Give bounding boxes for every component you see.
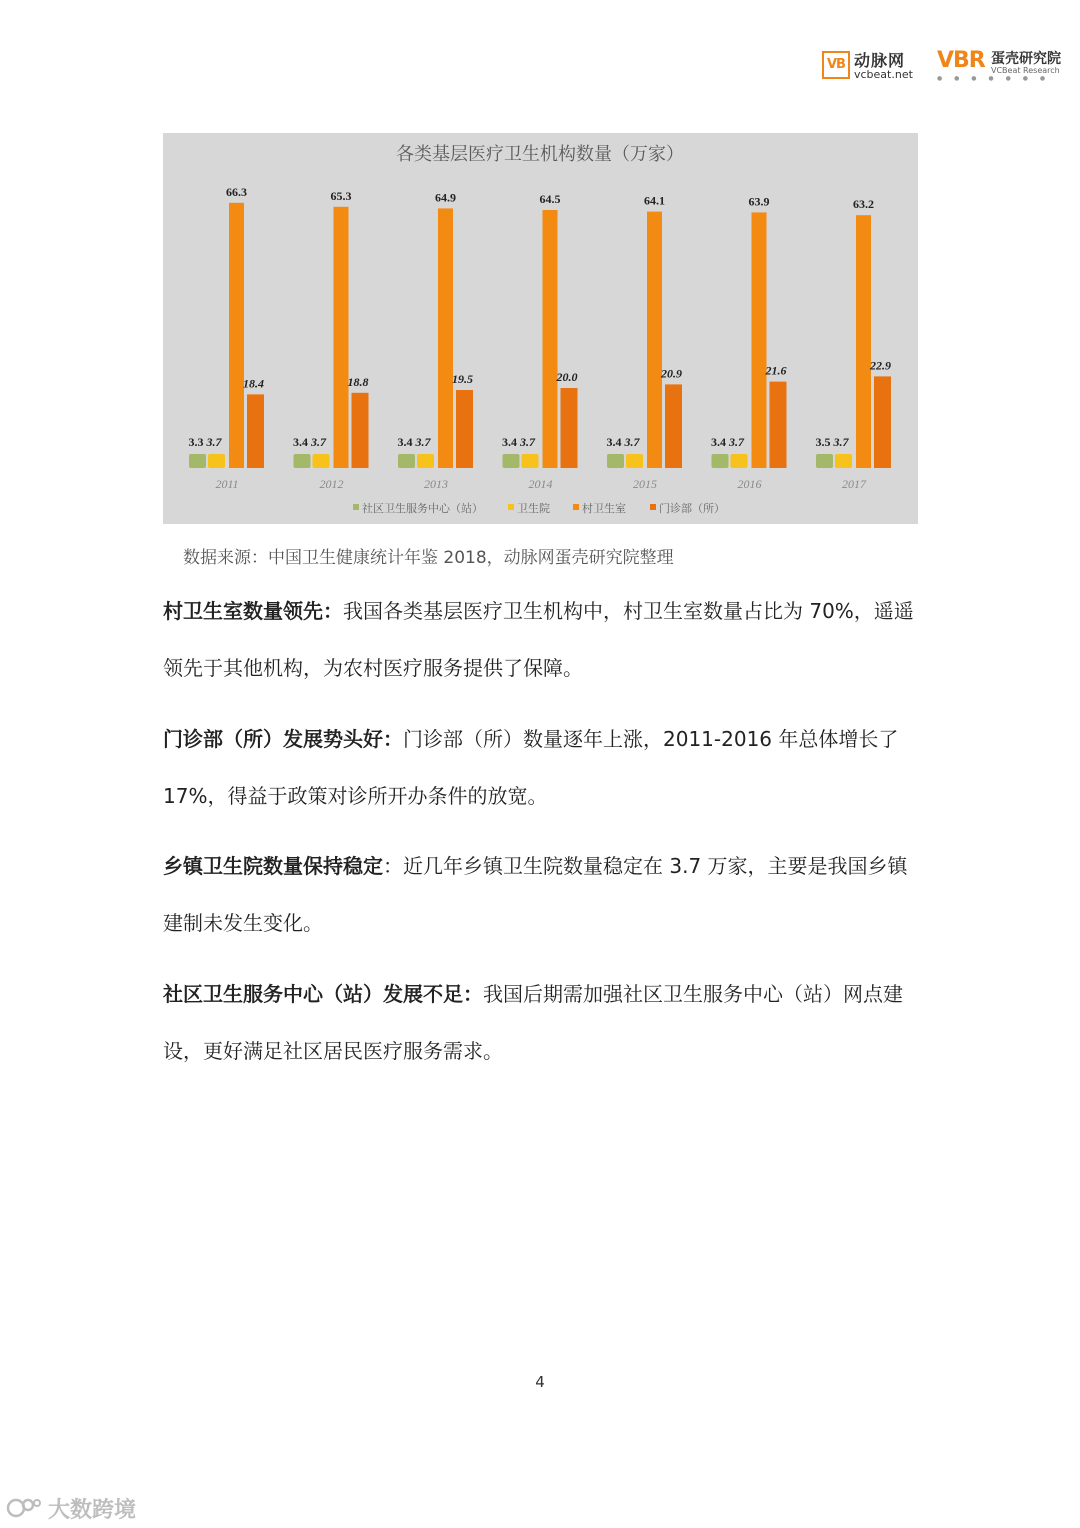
vcbeat-logo-url: vcbeat.net bbox=[854, 68, 913, 81]
chart-bar bbox=[856, 215, 871, 468]
chart-bar bbox=[313, 454, 330, 468]
chart-data-label: 3.4 bbox=[502, 435, 517, 449]
chart-data-label: 64.1 bbox=[644, 193, 665, 208]
chart-bar bbox=[731, 454, 748, 468]
chart-x-tick-label: 2016 bbox=[737, 477, 762, 491]
chart-bar bbox=[522, 454, 539, 468]
paragraph-lead: 村卫生室数量领先： bbox=[163, 599, 343, 623]
chart-bar bbox=[543, 210, 558, 468]
chart-data-label: 3.7 bbox=[833, 435, 849, 449]
chart-legend bbox=[353, 501, 725, 515]
chart-legend-swatch bbox=[508, 504, 514, 510]
paragraph-lead: 门诊部（所）发展势头好： bbox=[163, 727, 403, 751]
chart-data-label: 3.4 bbox=[397, 435, 413, 449]
chart-data-label: 3.7 bbox=[415, 435, 431, 449]
chart-data-label: 3.7 bbox=[311, 435, 326, 449]
chart-bar bbox=[561, 388, 578, 468]
chart-bar bbox=[229, 203, 244, 468]
chart-legend-swatch bbox=[353, 504, 359, 510]
vbr-logo-mark: VBR bbox=[937, 48, 985, 73]
chart-x-tick-label: 2014 bbox=[528, 477, 553, 491]
chart-data-label: 63.9 bbox=[748, 194, 770, 209]
chart-data-label: 64.9 bbox=[435, 190, 456, 205]
watermark bbox=[6, 1492, 136, 1524]
vcbeat-research-logo bbox=[937, 48, 1062, 82]
chart-data-label: 65.3 bbox=[330, 188, 352, 203]
chart-bar bbox=[334, 207, 349, 468]
vcbeat-logo bbox=[822, 48, 922, 84]
chart-data-label: 3.7 bbox=[520, 435, 535, 449]
chart-legend-swatch bbox=[573, 504, 579, 510]
chart-data-label: 21.6 bbox=[765, 363, 787, 378]
chart-legend-label: 村卫生室 bbox=[582, 502, 626, 515]
paragraph-village-clinics bbox=[163, 583, 920, 697]
chart-title: 各类基层医疗卫生机构数量（万家） bbox=[396, 144, 684, 165]
chart-bar bbox=[247, 394, 264, 468]
chart-bar bbox=[294, 454, 311, 468]
paragraph-lead: 乡镇卫生院数量保持稳定 bbox=[163, 854, 383, 878]
chart-data-label: 3.7 bbox=[624, 435, 640, 449]
watermark-text: 大数跨境 bbox=[48, 1497, 137, 1523]
chart-bar bbox=[835, 454, 852, 468]
chart-legend-label: 社区卫生服务中心（站） bbox=[362, 502, 483, 515]
chart-bar bbox=[770, 382, 787, 468]
vb-logo-mark: VB bbox=[822, 51, 850, 79]
paragraph-outpatient-clinics bbox=[163, 711, 920, 825]
chart-bar bbox=[874, 376, 891, 468]
paragraph-text: 门诊部（所）数量逐年上涨，2011-2016 年总体增长了 17%，得益于政策对诊所开办条件的放宽。 bbox=[163, 727, 899, 808]
chart-bar bbox=[647, 212, 662, 468]
paragraph-text: 我国各类基层医疗卫生机构中，村卫生室数量占比为 70%，遥遥领先于其他机构，为农村医疗服务提供了保障。 bbox=[163, 599, 914, 680]
paragraph-text: ：近几年乡镇卫生院数量稳定在 3.7 万家，主要是我国乡镇建制未发生变化。 bbox=[163, 854, 908, 935]
chart-bar bbox=[712, 454, 729, 468]
chart-legend-label: 门诊部（所） bbox=[659, 502, 725, 515]
paragraph-lead: 社区卫生服务中心（站）发展不足： bbox=[163, 982, 483, 1006]
chart-x-tick-label: 2012 bbox=[319, 477, 344, 491]
chart-x-tick-label: 2015 bbox=[633, 477, 657, 491]
chart-canvas bbox=[163, 133, 918, 524]
chart-data-label: 3.4 bbox=[711, 435, 726, 449]
chart-data-label: 20.9 bbox=[661, 366, 682, 381]
chart-data-label: 3.7 bbox=[729, 435, 744, 449]
watermark-logo-icon bbox=[6, 1495, 42, 1521]
page-number: 4 bbox=[535, 1373, 545, 1391]
chart-source-caption: 数据来源：中国卫生健康统计年鉴 2018，动脉网蛋壳研究院整理 bbox=[183, 548, 674, 568]
chart-data-label: 66.3 bbox=[226, 184, 247, 199]
chart-data-label: 3.4 bbox=[293, 435, 308, 449]
chart-bar bbox=[352, 393, 369, 468]
chart-data-label: 18.8 bbox=[347, 374, 369, 389]
chart-bar bbox=[438, 208, 453, 468]
chart-data-label: 19.5 bbox=[452, 372, 473, 386]
chart-marks bbox=[189, 185, 892, 491]
institution-count-chart bbox=[163, 133, 918, 524]
chart-bar bbox=[607, 454, 624, 468]
paragraph-text: 我国后期需加强社区卫生服务中心（站）网点建设，更好满足社区居民医疗服务需求。 bbox=[163, 982, 903, 1063]
chart-bar bbox=[503, 454, 520, 468]
paragraph-township-hospitals bbox=[163, 838, 920, 952]
chart-data-label: 3.3 bbox=[188, 435, 204, 449]
chart-data-label: 63.2 bbox=[853, 197, 874, 212]
chart-data-label: 3.7 bbox=[206, 435, 222, 449]
chart-bar bbox=[752, 212, 767, 468]
chart-bar bbox=[816, 454, 833, 468]
chart-x-tick-label: 2011 bbox=[215, 477, 239, 491]
chart-data-label: 22.9 bbox=[870, 358, 891, 373]
chart-legend-label: 卫生院 bbox=[517, 502, 550, 515]
chart-data-label: 64.5 bbox=[539, 192, 561, 206]
chart-bar bbox=[456, 390, 473, 468]
chart-data-label: 18.4 bbox=[243, 376, 264, 391]
chart-data-label: 3.4 bbox=[606, 435, 622, 449]
chart-bar bbox=[208, 454, 225, 468]
paragraph-community-centers bbox=[163, 966, 920, 1080]
chart-bar bbox=[417, 454, 434, 468]
chart-x-tick-label: 2013 bbox=[424, 477, 448, 491]
vcbeat-logo-name: 动脉网 bbox=[854, 51, 906, 70]
chart-bar bbox=[626, 454, 643, 468]
vcbeat-research-logo-name: 蛋壳研究院 bbox=[991, 51, 1061, 67]
chart-x-tick-label: 2017 bbox=[842, 477, 866, 491]
chart-bar bbox=[398, 454, 415, 468]
chart-bar bbox=[189, 454, 206, 468]
chart-legend-swatch bbox=[650, 504, 656, 510]
chart-data-label: 3.5 bbox=[815, 435, 831, 449]
logo-decoration: ● ● ● ● ● ● ● bbox=[937, 75, 1051, 82]
chart-bar bbox=[665, 384, 682, 468]
vcbeat-research-logo-sub: VCBeat Research bbox=[991, 66, 1060, 75]
chart-data-label: 20.0 bbox=[556, 370, 578, 384]
